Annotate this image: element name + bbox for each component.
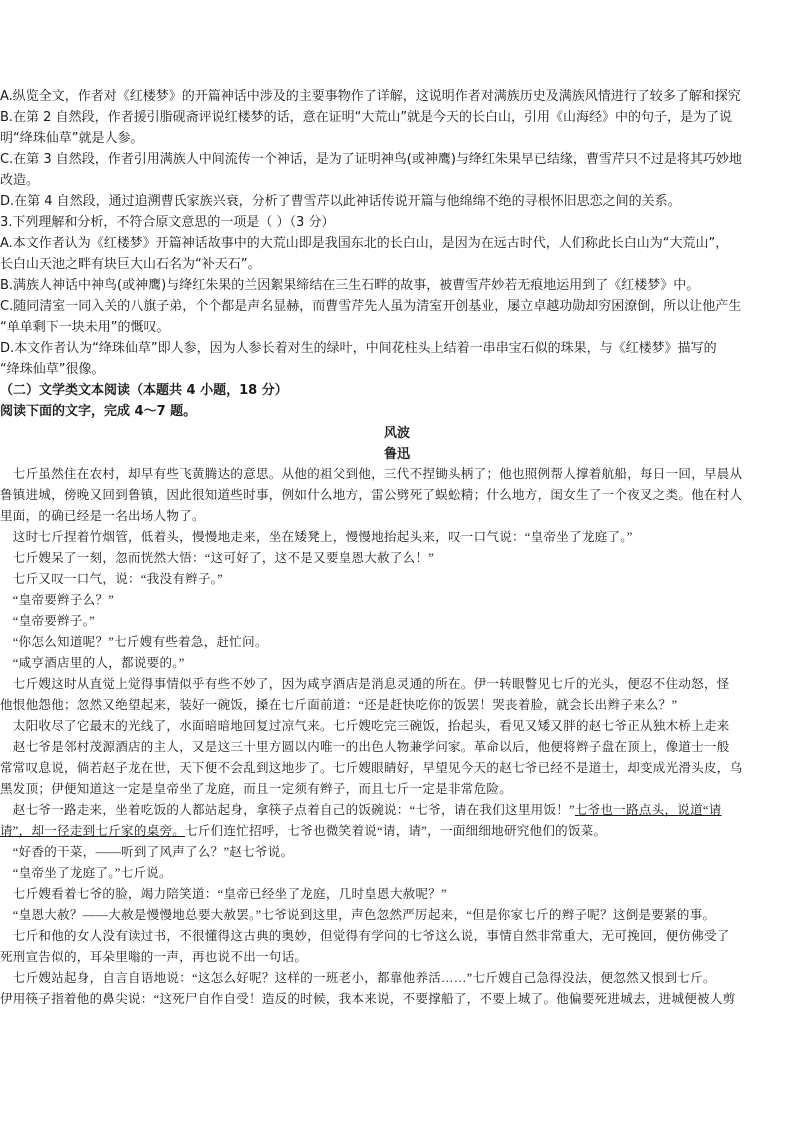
article-author: 鲁迅 xyxy=(383,446,410,461)
text-line: “皇恩大赦？——大赦是慢慢地总要大赦罢。”七爷说到这里，声色忽然严厉起来，“但是你家七斤的辫子呢？这倒是要紧的事。 xyxy=(0,908,716,922)
text-line: 七斤虽然住在农村，却早有些飞黄腾达的意思。从他的祖父到他，三代不捏锄头柄了；他也照例帮人撑着航船，每日一回，早晨从 xyxy=(0,467,743,481)
text-line: 赵七爷一路走来，坐着吃饭的人都站起身，拿筷子点着自己的饭碗说：“七爷，请在我们这里用饭！”七爷也一路点头，说道“请 xyxy=(0,803,722,817)
text-line: “皇帝坐了龙庭了。”七斤说。 xyxy=(0,866,172,880)
text-line: 七斤和他的女人没有读过书，不很懂得这古典的奥妙，但觉得有学问的七爷这么说，事情自然非常重大，无可挽回，便仿佛受了 xyxy=(0,929,730,943)
text-line: 里面，的确已经是一名出场人物了。 xyxy=(0,509,205,523)
text-line: “皇帝要辫子么？” xyxy=(0,593,115,607)
document-page xyxy=(0,86,794,1010)
text-line: 死刑宣告似的，耳朵里嗡的一声，再也说不出一句话。 xyxy=(0,950,308,964)
text-line: 黑发顶；伊便知道这一定是皇帝坐了龙庭，而且一定须有辫子，而且七斤一定是非常危险。 xyxy=(0,782,513,796)
text-line: 长白山天池之畔有块巨大山石名为“补天石”。 xyxy=(0,257,261,272)
underlined-sentence: 请”，却一径走到七斤家的桌旁。 xyxy=(0,824,186,838)
text-line: “单单剩下一块未用”的慨叹。 xyxy=(0,320,170,335)
text-line: 明“绛珠仙草”就是人参。 xyxy=(0,131,144,146)
text-line: 他恨他怨他；忽然又绝望起来，装好一碗饭，搡在七斤面前道：“还是赶快吃你的饭罢！哭丧着脸，就会长出辫子来么？” xyxy=(0,698,678,712)
text-line: 改造。 xyxy=(0,173,40,188)
text-line: C.在第 3 自然段，作者引用满族人中间流传一个神话，是为了证明神鸟(或神鹰)与绛红朱果早已结缘，曹雪芹只不过是将其巧妙地 xyxy=(0,152,742,167)
text-line: 赵七爷是邻村茂源酒店的主人，又是这三十里方圆以内唯一的出色人物兼学问家。革命以后，他便将辫子盘在顶上，像道士一般 xyxy=(0,740,730,754)
text-line: D.本文作者认为“绛珠仙草”即人参，因为人参长着对生的绿叶，中间花柱头上结着一串串宝石似的珠果，与《红楼梦》描写的 xyxy=(0,341,717,356)
text-line: “皇帝要辫子。” xyxy=(0,614,96,628)
text-line: 3.下列理解和分析，不符合原文意思的一项是（ ）（3 分） xyxy=(0,215,335,230)
text-line: 七斤嫂看着七爷的脸，竭力陪笑道：“皇帝已经坐了龙庭，几时皇恩大赦呢？” xyxy=(0,887,447,901)
text-line: 鲁镇进城，傍晚又回到鲁镇，因此很知道些时事，例如什么地方，雷公劈死了蜈蚣精；什么地方，闺女生了一个夜叉之类。他在村人 xyxy=(0,488,743,502)
text-line: B.在第 2 自然段，作者援引脂砚斋评说红楼梦的话，意在证明“大荒山”就是今天的长白山，引用《山海经》中的句子，是为了说 xyxy=(0,110,733,125)
text-line: 太阳收尽了它最末的光线了，水面暗暗地回复过凉气来。七斤嫂吃完三碗饭，抬起头，看见又矮又胖的赵七爷正从独木桥上走来 xyxy=(0,719,730,733)
text-line: A.纵览全文，作者对《红楼梦》的开篇神话中涉及的主要事物作了详解，这说明作者对满族历史及满族风情进行了较多了解和探究 xyxy=(0,89,741,104)
text-line: “咸亨酒店里的人，都说要的。” xyxy=(0,656,185,670)
text-line: 七斤又叹一口气，说：“我没有辫子。” xyxy=(0,572,224,586)
text-line: 伊用筷子指着他的鼻尖说：“这死尸自作自受！造反的时候，我本来说，不要撑船了，不要上城了。他偏要死进城去，进城便被人剪 xyxy=(0,992,736,1006)
text-line: 七斤嫂这时从直觉上觉得事情似乎有些不妙了，因为咸亨酒店是消息灵通的所在。伊一转眼瞥见七斤的光头，便忍不住动怒，怪 xyxy=(0,677,730,691)
section-heading: （二）文学类文本阅读（本题共 4 小题，18 分） xyxy=(0,383,288,398)
text-line: B.满族人神话中神鸟(或神鹰)与绛红朱果的兰因絮果缔结在三生石畔的故事，被曹雪芹妙若无痕地运用到了《红楼梦》中。 xyxy=(0,278,700,293)
text-line: 请”，却一径走到七斤家的桌旁。七斤们连忙招呼，七爷也微笑着说“请，请”，一面细细地研究他们的饭菜。 xyxy=(0,824,607,838)
text-line: “绛珠仙草”很像。 xyxy=(0,362,105,377)
text-line: “你怎么知道呢？”七斤嫂有些着急，赶忙问。 xyxy=(0,635,268,649)
article-title: 风波 xyxy=(383,425,410,440)
text-line: 七斤嫂站起身，自言自语地说：“这怎么好呢？这样的一班老小，都靠他养活……”七斤嫂自己急得没法，便忽然又恨到七斤。 xyxy=(0,971,716,985)
text-line: 这时七斤捏着竹烟管，低着头，慢慢地走来，坐在矮凳上，慢慢地抬起头来，叹一口气说：“皇帝坐了龙庭了。” xyxy=(0,530,633,544)
text-line: 常常叹息说，倘若赵子龙在世，天下便不会乱到这地步了。七斤嫂眼睛好，早望见今天的赵七爷已经不是道士，却变成光滑头皮，乌 xyxy=(0,761,743,775)
section-heading: 阅读下面的文字，完成 4～7 题。 xyxy=(0,404,197,419)
text-line: D.在第 4 自然段，通过追溯曹氏家族兴衰，分析了曹雪芹以此神话传说开篇与他绵绵不绝的寻根怀旧思恋之间的关系。 xyxy=(0,194,681,209)
text-line: “好香的干菜，——听到了风声了么？”赵七爷说。 xyxy=(0,845,294,859)
text-line: A.本文作者认为《红楼梦》开篇神话故事中的大荒山即是我国东北的长白山，是因为在远古时代，人们称此长白山为“大荒山”， xyxy=(0,236,729,251)
underlined-sentence: 七爷也一路点头，说道“请 xyxy=(574,803,722,817)
text-line: 七斤嫂呆了一刻，忽而恍然大悟：“这可好了，这不是又要皇恩大赦了么！” xyxy=(0,551,435,565)
text-line: C.随同清室一同入关的八旗子弟，个个都是声名显赫，而曹雪芹先人虽为清室开创基业，屡立卓越功勋却穷困潦倒，所以让他产生 xyxy=(0,299,742,314)
